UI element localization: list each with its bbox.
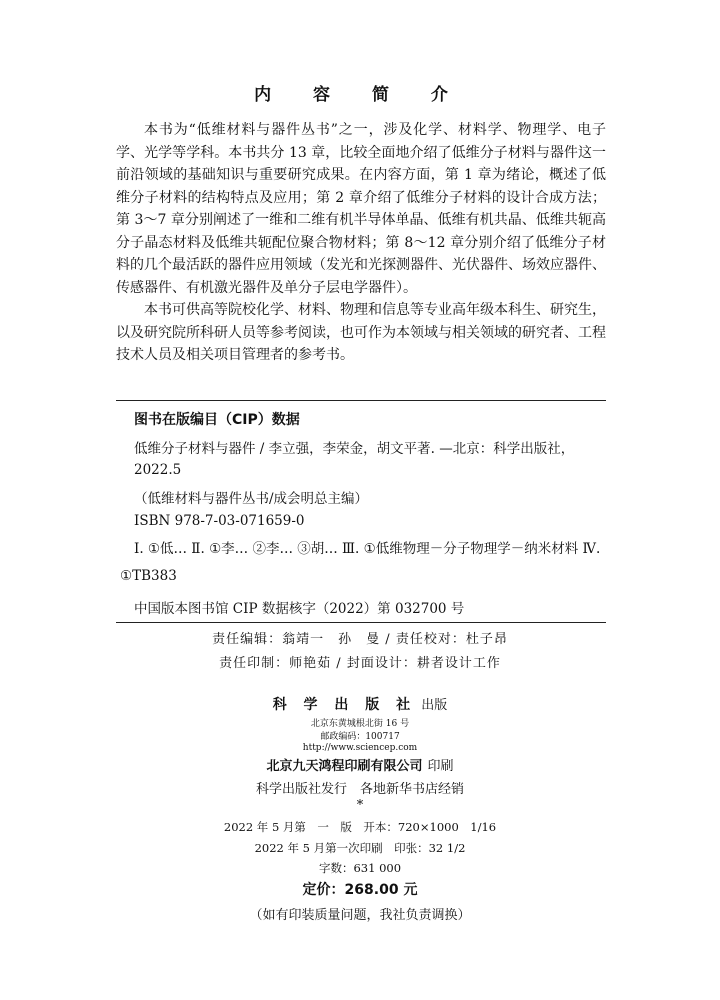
page-title: 内 容 简 介 xyxy=(254,85,466,105)
publisher-suffix: 出版 xyxy=(421,698,448,713)
cip-isbn: ISBN 978-7-03-071659-0 xyxy=(134,513,305,529)
publisher-address: 北京东黄城根北街 16 号 xyxy=(310,719,410,729)
cip-classification: Ⅰ. ①低… Ⅱ. ①李… ②李… ③胡… Ⅲ. ①低维物理－分子物理学－纳米材料 Ⅳ. ①TB383 xyxy=(120,541,601,584)
publisher-postcode: 邮政编码：100717 xyxy=(320,732,400,742)
edition-line: 2022 年 5 月第 一 版 开本：720×1000 1/16 xyxy=(223,820,497,834)
publisher-line xyxy=(0,694,720,714)
word-count: 字数：631 000 xyxy=(318,861,402,875)
cip-year: 2022.5 xyxy=(134,462,182,478)
quality-notice: （如有印装质量问题，我社负责调换） xyxy=(249,908,471,923)
abstract-section xyxy=(116,119,606,367)
cip-top-rule xyxy=(116,400,606,401)
printer-suffix: 印刷 xyxy=(427,759,454,774)
printing-line: 2022 年 5 月第一次印刷 印张：32 1/2 xyxy=(254,841,466,855)
publisher-name: 科 学 出 版 社 xyxy=(272,697,417,713)
publisher-url: http://www.sciencep.com xyxy=(302,743,418,753)
cip-series: （低维材料与器件丛书/成会明总主编） xyxy=(134,491,369,507)
abstract-paragraph-2: 本书可供高等院校化学、材料、物理和信息等专业高年级本科生、研究生，以及研究院所科研人员等参考阅读，也可作为本领域与相关领域的研究者、工程技术人员及相关项目管理者的参考书。 xyxy=(116,302,606,363)
cip-record: 中国版本图书馆 CIP 数据核字（2022）第 032700 号 xyxy=(134,601,465,617)
editors-line-2: 责任印制：师艳茹 / 封面设计：耕者设计工作 xyxy=(219,656,501,671)
distribution: 科学出版社发行 各地新华书店经销 xyxy=(255,782,464,797)
printer-line xyxy=(0,755,720,774)
printer-name: 北京九天鸿程印刷有限公司 xyxy=(266,759,423,774)
cip-book-line: 低维分子材料与器件 / 李立强，李荣金，胡文平著. —北京：科学出版社， xyxy=(134,441,575,457)
editors-line-1: 责任编辑：翁靖一 孙 曼 / 责任校对：杜子昂 xyxy=(212,632,508,647)
separator-star: * xyxy=(356,798,364,813)
price: 定价：268.00 元 xyxy=(302,882,418,898)
cip-title: 图书在版编目（CIP）数据 xyxy=(134,412,300,428)
cip-bottom-rule xyxy=(116,622,606,623)
abstract-paragraph-1: 本书为“低维材料与器件丛书”之一，涉及化学、材料学、物理学、电子学、光学等学科。本书共分 13 章，比较全面地介绍了低维分子材料与器件这一前沿领域的基础知识与重要研究成果。在内容方面，第 1 章为绪论，概述了低维分子材料的结构特点及应用；第 2 章介绍了低维分子材料的设计合成方法；第 3～7 章分别阐述了一维和二维有机半导体单晶、低维有机共晶、低维共轭高分子晶态材料及低维共轭配位聚合物材料；第 8～12 章分别介绍了低维分子材料的几个最活跃的器件应用领域（发光和光探测器件、光伏器件、场效应器件、传感器件、有机激光器件及单分子层电学器件）。 xyxy=(116,122,606,296)
